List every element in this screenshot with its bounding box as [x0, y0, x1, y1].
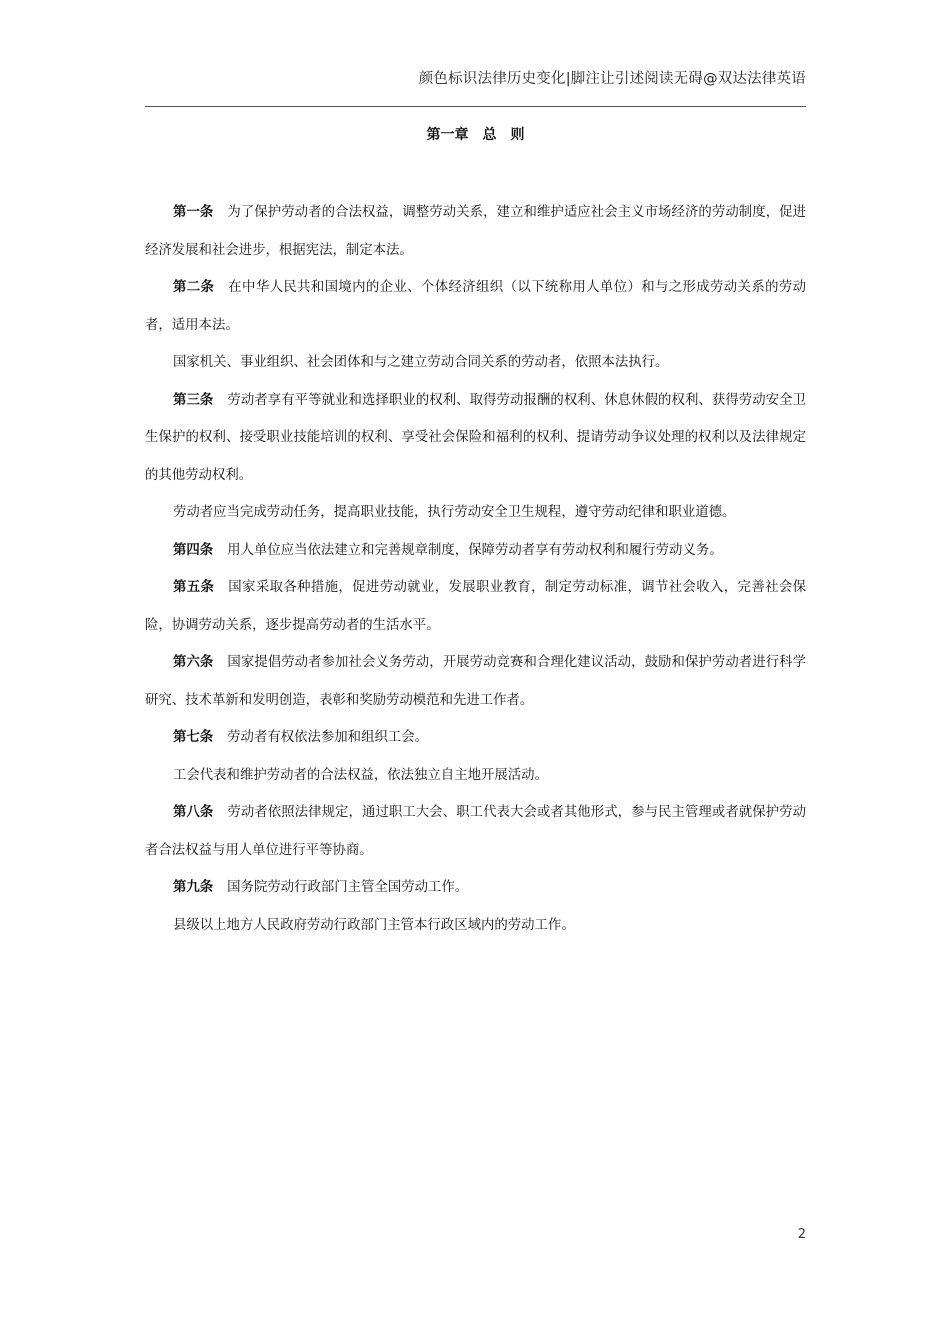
article-label: 第八条	[173, 805, 214, 820]
article-text: 国家采取各种措施，促进劳动就业，发展职业教育，制定劳动标准，调节社会收入，完善社会保险，协调劳动关系，逐步提高劳动者的生活水平。	[145, 580, 807, 633]
article-text: 为了保护劳动者的合法权益，调整劳动关系，建立和维护适应社会主义市场经济的劳动制度，促进经济发展和社会进步，根据宪法，制定本法。	[145, 205, 806, 258]
article-label: 第六条	[173, 655, 214, 670]
article-label: 第三条	[173, 392, 214, 408]
article-label: 第九条	[173, 880, 214, 895]
article-text: 劳动者应当完成劳动任务，提高职业技能，执行劳动安全卫生规程，遵守劳动纪律和职业道德。	[173, 505, 736, 520]
article-text: 国家机关、事业组织、社会团体和与之建立劳动合同关系的劳动者，依照本法执行。	[173, 355, 669, 370]
article-text: 工会代表和维护劳动者的合法权益，依法独立自主地开展活动。	[173, 767, 548, 783]
article-text: 县级以上地方人民政府劳动行政部门主管本行政区域内的劳动工作。	[173, 917, 575, 933]
header-divider	[145, 106, 806, 107]
article-text: 劳动者有权依法参加和组织工会。	[227, 730, 429, 745]
article-3-para-2	[145, 494, 806, 532]
article-label: 第一条	[173, 205, 214, 220]
article-1	[145, 194, 806, 269]
article-5	[145, 569, 806, 644]
document-body	[145, 194, 806, 944]
article-text: 在中华人民共和国境内的企业、个体经济组织（以下统称用人单位）和与之形成劳动关系的劳动者，适用本法。	[145, 280, 807, 333]
article-7	[145, 719, 806, 757]
article-2-para-2	[145, 344, 806, 382]
article-text: 劳动者依照法律规定，通过职工大会、职工代表大会或者其他形式，参与民主管理或者就保护劳动者合法权益与用人单位进行平等协商。	[145, 805, 806, 858]
article-7-para-2	[145, 757, 806, 795]
article-9	[145, 869, 806, 907]
article-text: 国务院劳动行政部门主管全国劳动工作。	[227, 880, 469, 895]
article-8	[145, 794, 806, 869]
article-4	[145, 532, 806, 570]
article-label: 第五条	[173, 580, 215, 595]
article-3	[145, 382, 806, 495]
article-9-para-2	[145, 907, 806, 945]
article-label: 第七条	[173, 730, 214, 745]
article-text: 劳动者享有平等就业和选择职业的权利、取得劳动报酬的权利、休息休假的权利、获得劳动安全卫生保护的权利、接受职业技能培训的权利、享受社会保险和福利的权利、提请劳动争议处理的权利以及法律规定的其他劳动权利。	[145, 392, 806, 483]
chapter-title: 第一章 总 则	[426, 127, 525, 143]
page-number: 2	[797, 1227, 806, 1242]
article-label: 第二条	[173, 280, 215, 295]
article-6	[145, 644, 806, 719]
article-text: 国家提倡劳动者参加社会义务劳动，开展劳动竞赛和合理化建议活动，鼓励和保护劳动者进行科学研究、技术革新和发明创造，表彰和奖励劳动模范和先进工作者。	[145, 655, 806, 708]
article-label: 第四条	[173, 542, 214, 558]
header-note: 颜色标识法律历史变化|脚注让引述阅读无碍@双达法律英语	[418, 71, 806, 87]
article-2	[145, 269, 806, 344]
article-text: 用人单位应当依法建立和完善规章制度，保障劳动者享有劳动权利和履行劳动义务。	[227, 542, 723, 558]
